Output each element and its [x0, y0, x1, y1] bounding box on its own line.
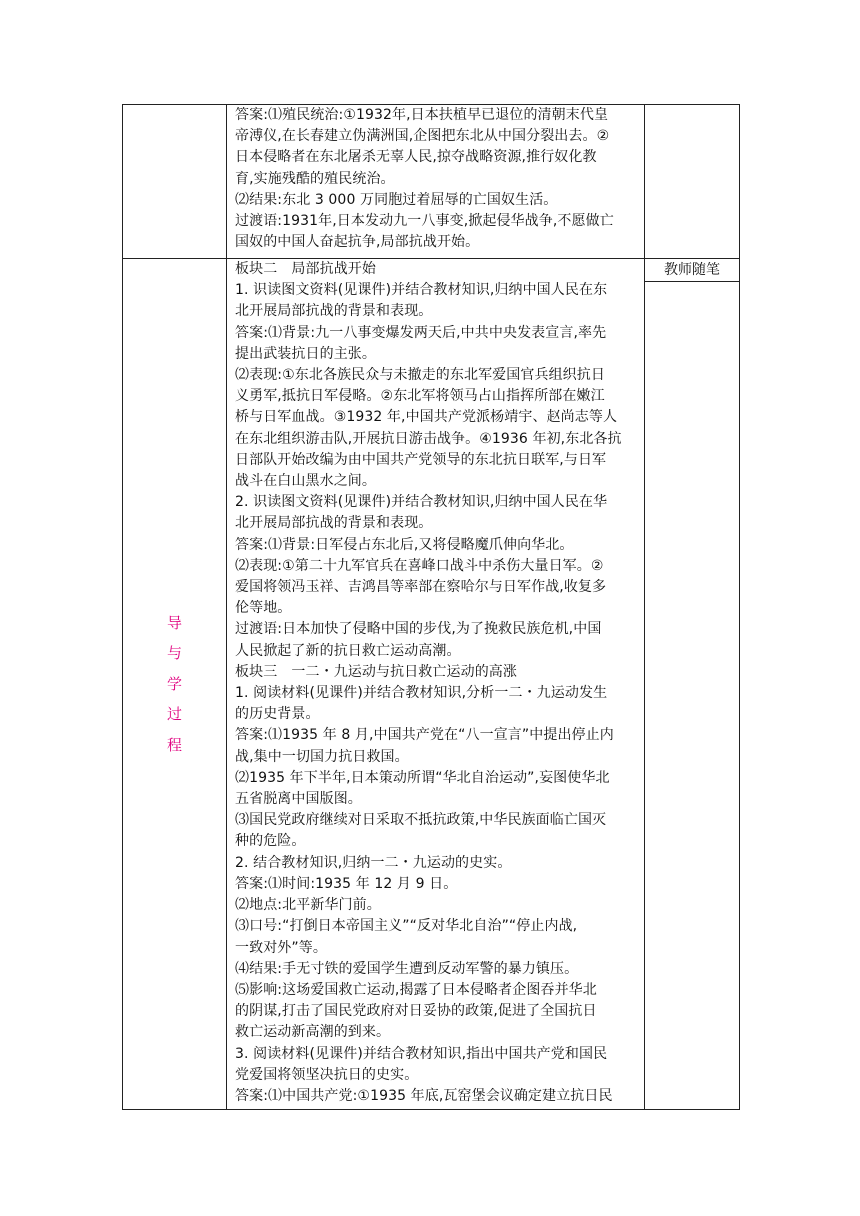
text-line: 桥与日军血战。③1932 年,中国共产党派杨靖宇、赵尚志等人	[235, 409, 618, 426]
text-line: 日本侵略者在东北屠杀无辜人民,掠夺战略资源,推行奴化教	[235, 149, 597, 166]
content-cell	[227, 105, 645, 259]
text-line: ⑵1935 年下半年,日本策动所谓“华北自治运动”,妄图使华北	[235, 769, 610, 786]
text-line: 五省脱离中国版图。	[235, 791, 362, 808]
section-label-char: 与	[166, 644, 182, 663]
text-line: 2. 识读图文资料(见课件)并结合教材知识,归纳中国人民在华	[235, 494, 608, 511]
section-label-char: 过	[166, 705, 182, 724]
section-label-vertical	[123, 259, 226, 1109]
section-label-cell	[123, 105, 227, 259]
text-line: 答案:⑴1935 年 8 月,中国共产党在“八一宣言”中提出停止内	[235, 727, 614, 744]
text-line: 北开展局部抗战的背景和表现。	[235, 515, 433, 532]
teacher-notes-header: 教师随笔	[645, 259, 739, 282]
text-line: 2. 结合教材知识,归纳一二・九运动的史实。	[235, 854, 512, 871]
text-line: 的阴谋,打击了国民党政府对日妥协的政策,促进了全国抗日	[235, 1003, 597, 1020]
text-line: 答案:⑴殖民统治:①1932年,日本扶植早已退位的清朝末代皇	[235, 107, 609, 123]
text-line: 答案:⑴时间:1935 年 12 月 9 日。	[235, 875, 458, 892]
text-line: ⑵表现:①第二十九军官兵在喜峰口战斗中杀伤大量日军。②	[235, 557, 604, 574]
text-line: ⑵结果:东北 3 000 万同胞过着屈辱的亡国奴生活。	[235, 191, 558, 208]
text-line: 北开展局部抗战的背景和表现。	[235, 303, 433, 320]
text-line: 的历史背景。	[235, 706, 320, 723]
text-line: 爱国将领冯玉祥、吉鸿昌等率部在察哈尔与日军作战,收复多	[235, 579, 607, 596]
lesson-text-block	[227, 259, 644, 1109]
text-line: 1. 识读图文资料(见课件)并结合教材知识,归纳中国人民在东	[235, 282, 608, 299]
text-line: ⑷结果:手无寸铁的爱国学生遭到反动军警的暴力镇压。	[235, 960, 579, 977]
table-row	[123, 105, 740, 259]
text-line: ⑵地点:北平新华门前。	[235, 897, 381, 914]
text-line: 帝溥仪,在长春建立伪满洲国,企图把东北从中国分裂出去。②	[235, 128, 610, 145]
text-line: 3. 阅读材料(见课件)并结合教材知识,指出中国共产党和国民	[235, 1045, 608, 1062]
content-cell	[227, 259, 645, 1110]
text-line: 育,实施残酷的殖民统治。	[235, 170, 395, 187]
text-line: ⑸影响:这场爱国救亡运动,揭露了日本侵略者企图吞并华北	[235, 981, 597, 998]
text-line: 答案:⑴中国共产党:①1935 年底,瓦窑堡会议确定建立抗日民	[235, 1087, 613, 1104]
text-line: 国奴的中国人奋起抗争,局部抗战开始。	[235, 234, 480, 251]
answer-text-block	[227, 105, 644, 258]
text-line: 过渡语:日本加快了侵略中国的步伐,为了挽救民族危机,中国	[235, 621, 602, 638]
section-label-cell	[123, 259, 227, 1110]
section-label-char: 程	[166, 735, 182, 754]
text-line: 一致对外”等。	[235, 939, 327, 956]
notes-cell	[645, 259, 740, 1110]
text-line: 战斗在白山黑水之间。	[235, 473, 376, 490]
section-label-char: 学	[166, 674, 182, 693]
text-line: 战,集中一切国力抗日救国。	[235, 748, 409, 765]
text-line: ⑶国民党政府继续对日采取不抵抗政策,中华民族面临亡国灭	[235, 812, 607, 829]
text-line: 答案:⑴背景:日军侵占东北后,又将侵略魔爪伸向华北。	[235, 536, 574, 553]
lesson-table	[122, 104, 740, 1110]
table-row	[123, 259, 740, 1110]
text-line: ⑵表现:①东北各族民众与未撤走的东北军爱国官兵组织抗日	[235, 367, 605, 384]
text-line: 人民掀起了新的抗日救亡运动高潮。	[235, 642, 461, 659]
text-line: 日部队开始改编为由中国共产党领导的东北抗日联军,与日军	[235, 451, 607, 468]
notes-cell	[645, 105, 740, 259]
text-line: 党爱国将领坚决抗日的史实。	[235, 1066, 419, 1083]
text-line: 过渡语:1931年,日本发动九一八事变,掀起侵华战争,不愿做亡	[235, 213, 614, 230]
text-line: 义勇军,抵抗日军侵略。②东北军将领马占山指挥所部在嫩江	[235, 388, 605, 405]
text-line: 板块三 一二・九运动与抗日救亡运动的高涨	[235, 663, 517, 680]
text-line: 伦等地。	[235, 600, 292, 617]
text-line: 救亡运动新高潮的到来。	[235, 1024, 391, 1041]
text-line: 种的危险。	[235, 833, 306, 850]
text-line: 在东北组织游击队,开展抗日游击战争。④1936 年初,东北各抗	[235, 430, 622, 447]
text-line: 答案:⑴背景:九一八事变爆发两天后,中共中央发表宣言,率先	[235, 324, 607, 341]
text-line: ⑶口号:“打倒日本帝国主义”“反对华北自治”“停止内战,	[235, 918, 578, 935]
text-line: 1. 阅读材料(见课件)并结合教材知识,分析一二・九运动发生	[235, 685, 608, 702]
text-line: 提出武装抗日的主张。	[235, 345, 376, 362]
section-label-char: 导	[166, 613, 182, 632]
text-line: 板块二 局部抗战开始	[235, 261, 376, 277]
